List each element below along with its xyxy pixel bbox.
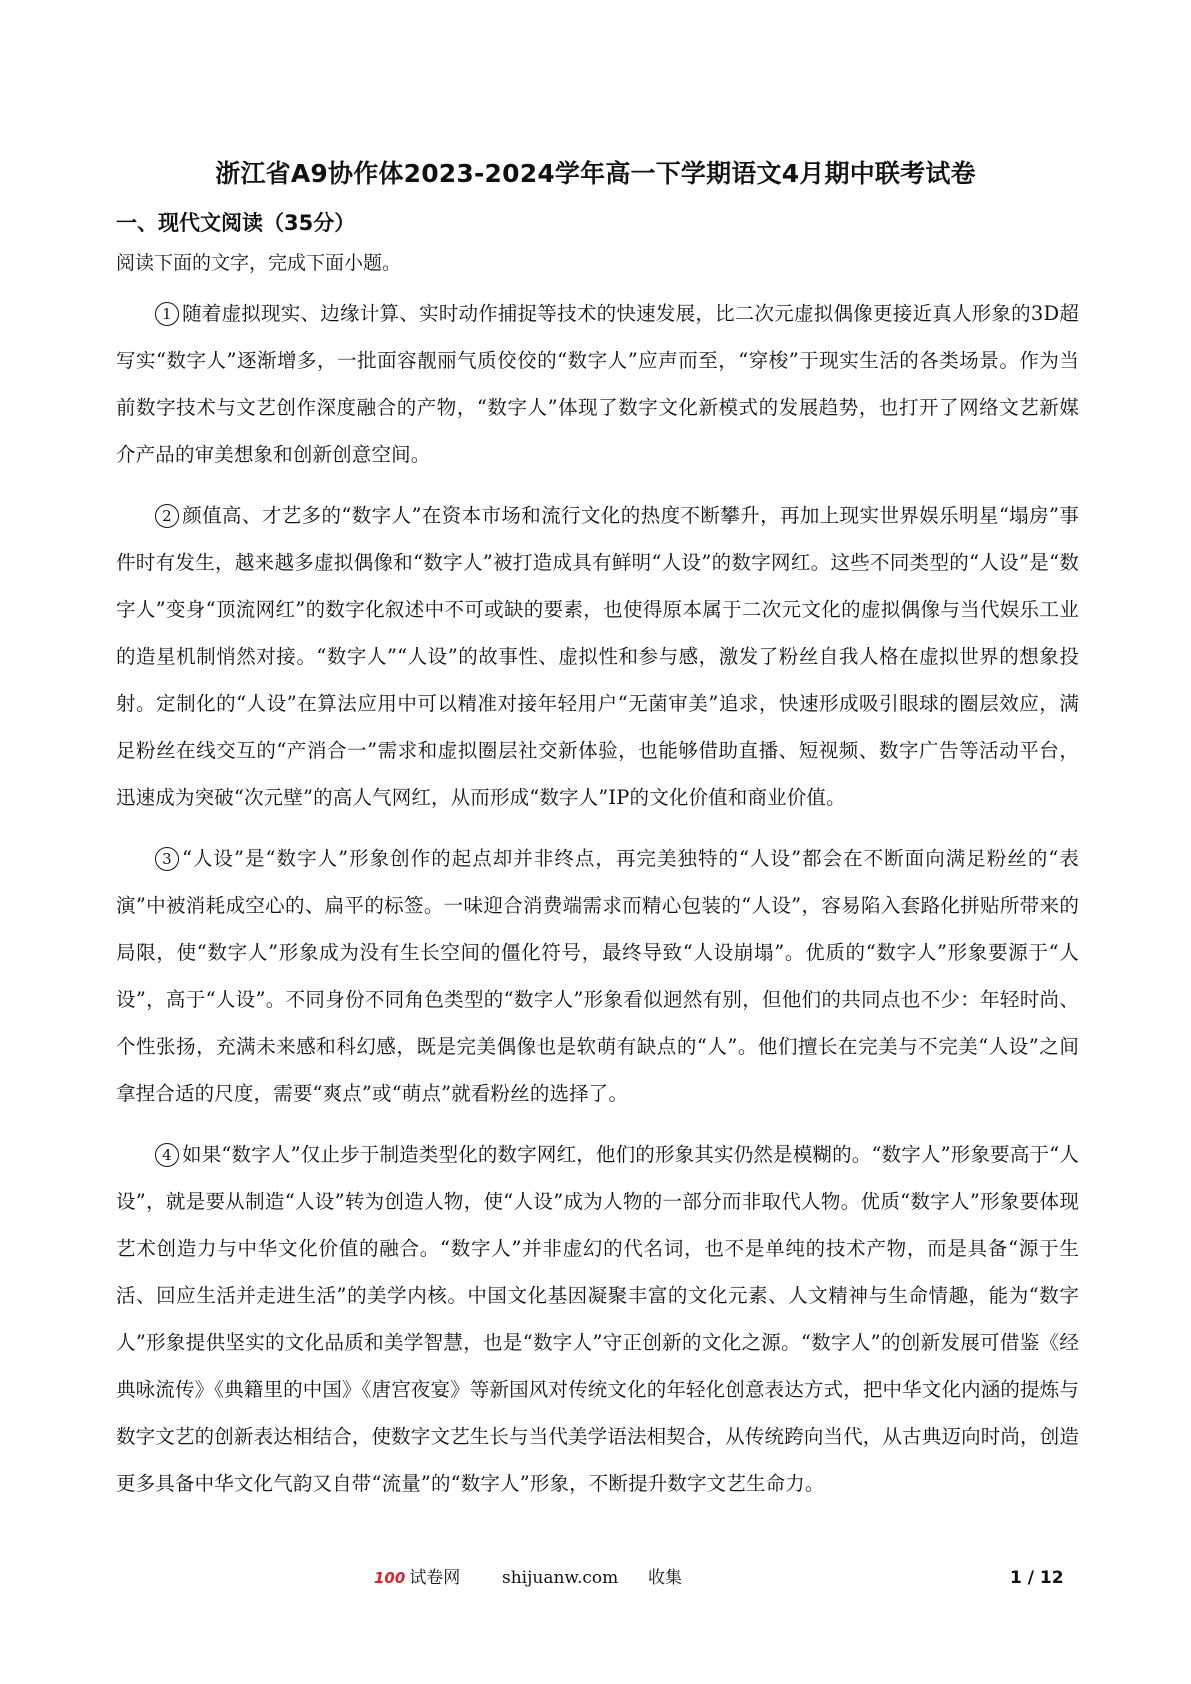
paragraph-text: 随着虚拟现实、边缘计算、实时动作捕捉等技术的快速发展，比二次元虚拟偶像更接近真人形象的3D超写实“数字人”逐渐增多，一批面容靓丽气质佼佼的“数字人”应声而至，“穿梭”于现实生活的各类场景。作为当前数字技术与文艺创作深度融合的产物，“数字人”体现了数字文化新模式的发展趋势，也打开了网络文艺新媒介产品的审美想象和创新创意空间。 — [116, 302, 1079, 466]
paragraph-number-badge: 1 — [155, 302, 179, 326]
paragraph-number-badge: 3 — [155, 847, 179, 871]
paragraph-3 — [116, 835, 1079, 1117]
paragraph-number-badge: 4 — [155, 1143, 179, 1167]
paragraph-text: 颜值高、才艺多的“数字人”在资本市场和流行文化的热度不断攀升，再加上现实世界娱乐明星“塌房”事件时有发生，越来越多虚拟偶像和“数字人”被打造成具有鲜明“人设”的数字网红。这些不同类型的“人设”是“数字人”变身“顶流网红”的数字化叙述中不可或缺的要素，也使得原本属于二次元文化的虚拟偶像与当代娱乐工业的造星机制悄然对接。“数字人”“人设”的故事性、虚拟性和参与感，激发了粉丝自我人格在虚拟世界的想象投射。定制化的“人设”在算法应用中可以精准对接年轻用户“无菌审美”追求，快速形成吸引眼球的圈层效应，满足粉丝在线交互的“产消合一”需求和虚拟圈层社交新体验，也能够借助直播、短视频、数字广告等活动平台，迅速成为突破“次元壁”的高人气网红，从而形成“数字人”IP的文化价值和商业价值。 — [116, 504, 1079, 809]
reading-instruction: 阅读下面的文字，完成下面小题。 — [116, 252, 402, 274]
page-number: 1 / 12 — [1010, 1568, 1064, 1588]
footer-site-link[interactable]: shijuanw.com — [502, 1568, 619, 1588]
brand-name: 试卷网 — [409, 1568, 461, 1588]
passage-body — [116, 290, 1079, 1521]
paragraph-number-badge: 2 — [155, 504, 179, 528]
paragraph-4 — [116, 1131, 1079, 1507]
paragraph-1 — [116, 290, 1079, 478]
section-heading: 一、现代文阅读（35分） — [116, 211, 356, 235]
page-footer — [0, 1563, 1191, 1593]
footer-brand — [374, 1563, 460, 1593]
document-title: 浙江省A9协作体2023-2024学年高一下学期语文4月期中联考试卷 — [215, 159, 976, 188]
paragraph-text: “人设”是“数字人”形象创作的起点却并非终点，再完美独特的“人设”都会在不断面向满足粉丝的“表演”中被消耗成空心的、扁平的标签。一味迎合消费端需求而精心包装的“人设”，容易陷入套路化拼贴所带来的局限，使“数字人”形象成为没有生长空间的僵化符号，最终导致“人设崩塌”。优质的“数字人”形象要源于“人设”，高于“人设”。不同身份不同角色类型的“数字人”形象看似迥然有别，但他们的共同点也不少：年轻时尚、个性张扬，充满未来感和科幻感，既是完美偶像也是软萌有缺点的“人”。他们擅长在完美与不完美“人设”之间拿捏合适的尺度，需要“爽点”或“萌点”就看粉丝的选择了。 — [116, 847, 1079, 1105]
footer-collect-label: 收集 — [648, 1568, 682, 1588]
paragraph-2 — [116, 492, 1079, 821]
paragraph-text: 如果“数字人”仅止步于制造类型化的数字网红，他们的形象其实仍然是模糊的。“数字人”形象要高于“人设”，就是要从制造“人设”转为创造人物，使“人设”成为人物的一部分而非取代人物。优质“数字人”形象要体现艺术创造力与中华文化价值的融合。“数字人”并非虚幻的代名词，也不是单纯的技术产物，而是具备“源于生活、回应生活并走进生活”的美学内核。中国文化基因凝聚丰富的文化元素、人文精神与生命情趣，能为“数字人”形象提供坚实的文化品质和美学智慧，也是“数字人”守正创新的文化之源。“数字人”的创新发展可借鉴《经典咏流传》《典籍里的中国》《唐宫夜宴》等新国风对传统文化的年轻化创意表达方式，把中华文化内涵的提炼与数字文艺的创新表达相结合，使数字文艺生长与当代美学语法相契合，从传统跨向当代，从古典迈向时尚，创造更多具备中华文化气韵又自带“流量”的“数字人”形象，不断提升数字文艺生命力。 — [116, 1143, 1080, 1495]
brand-logo-icon: 100 — [374, 1569, 406, 1587]
